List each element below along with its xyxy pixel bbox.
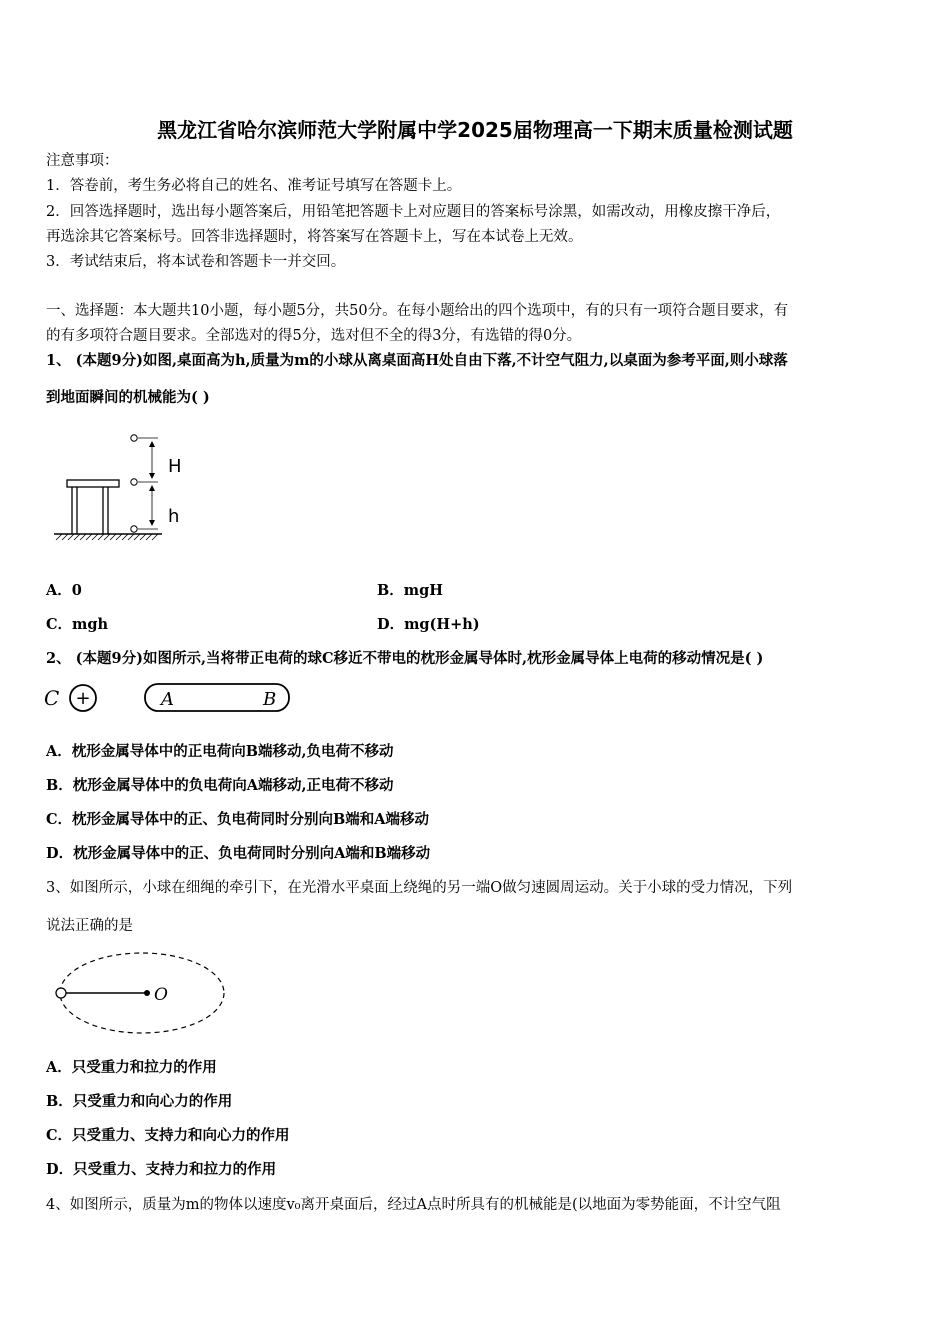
plus-charge-icon: +	[75, 688, 91, 709]
notice-heading: 注意事项：	[46, 153, 119, 169]
question-3-option-d[interactable]: D．只受重力、支持力和拉力的作用	[46, 1161, 277, 1178]
question-1-stem-line-1: 1、 (本题9分)如图,桌面高为h,质量为m的小球从离桌面高H处自由下落,不计空气阻力,以桌面为参考平面,则小球落	[46, 352, 788, 369]
question-4-stem-line-1: 4、如图所示，质量为m的物体以速度v₀离开桌面后，经过A点时所具有的机械能是(以地面为零势能面，不计空气阻	[46, 1197, 781, 1213]
height-h-label: h	[168, 506, 180, 527]
question-1-option-b[interactable]: B．mgH	[377, 582, 443, 599]
end-a-label: A	[161, 689, 174, 710]
question-2-stem: 2、 (本题9分)如图所示,当将带正电荷的球C移近不带电的枕形金属导体时,枕形金属导体上电荷的移动情况是( )	[46, 650, 764, 667]
question-3-option-b[interactable]: B．只受重力和向心力的作用	[46, 1093, 233, 1110]
question-2-option-d[interactable]: D．枕形金属导体中的正、负电荷同时分别向A端和B端移动	[46, 845, 431, 862]
height-H-label: H	[168, 456, 182, 477]
page-title: 黑龙江省哈尔滨师范大学附属中学2025届物理高一下期末质量检测试题	[157, 118, 793, 142]
notice-item-3: 3．考试结束后，将本试卷和答题卡一并交回。	[46, 254, 346, 270]
notice-item-2-line-1: 2．回答选择题时，选出每小题答案后，用铅笔把答题卡上对应题目的答案标号涂黑，如需改动，用橡皮擦干净后，	[46, 204, 781, 220]
question-3-stem-line-2: 说法正确的是	[46, 918, 133, 934]
question-2-conductor-figure	[44, 681, 294, 715]
question-1-option-d[interactable]: D．mg(H+h)	[377, 616, 480, 633]
notice-item-1: 1．答卷前，考生务必将自己的姓名、准考证号填写在答题卡上。	[46, 178, 462, 194]
question-1-option-c[interactable]: C．mgh	[46, 616, 109, 633]
question-2-option-a[interactable]: A．枕形金属导体中的正电荷向B端移动,负电荷不移动	[46, 743, 394, 760]
question-1-stem-line-2: 到地面瞬间的机械能为( )	[46, 389, 210, 406]
ball-c-label: C	[44, 686, 60, 710]
center-o-label: O	[154, 985, 168, 1005]
section-instructions-line-1: 一、选择题：本大题共10小题，每小题5分，共50分。在每小题给出的四个选项中，有的只有一项符合题目要求，有	[46, 303, 789, 319]
section-instructions-line-2: 的有多项符合题目要求。全部选对的得5分，选对但不全的得3分，有选错的得0分。	[46, 328, 582, 344]
question-2-option-b[interactable]: B．枕形金属导体中的负电荷向A端移动,正电荷不移动	[46, 777, 394, 794]
question-1-option-a[interactable]: A．0	[46, 582, 82, 599]
question-2-option-c[interactable]: C．枕形金属导体中的正、负电荷同时分别向B端和A端移动	[46, 811, 430, 828]
question-3-circular-motion-figure	[50, 950, 235, 1040]
end-b-label: B	[263, 689, 277, 710]
question-3-option-c[interactable]: C．只受重力、支持力和向心力的作用	[46, 1127, 290, 1144]
question-3-stem-line-1: 3、如图所示，小球在细绳的牵引下，在光滑水平桌面上绕绳的另一端O做匀速圆周运动。关于小球的受力情况，下列	[46, 880, 793, 896]
question-1-table-figure	[50, 430, 200, 545]
question-3-option-a[interactable]: A．只受重力和拉力的作用	[46, 1059, 217, 1076]
notice-item-2-line-2: 再选涂其它答案标号。回答非选择题时，将答案写在答题卡上，写在本试卷上无效。	[46, 229, 583, 245]
